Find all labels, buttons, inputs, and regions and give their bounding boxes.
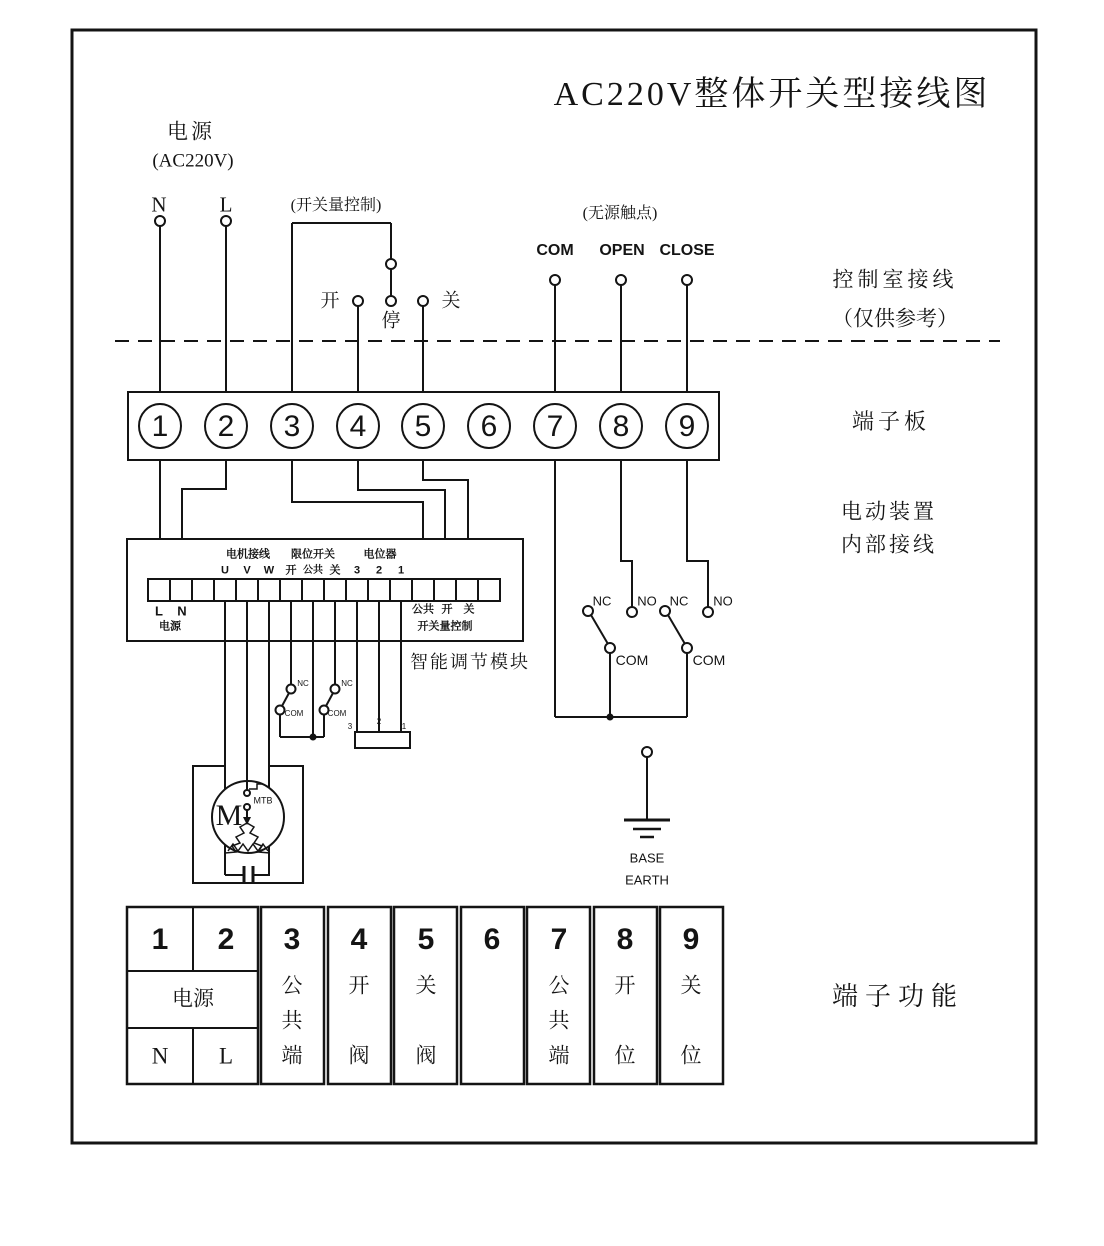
limit-sw1-nc-label: NC xyxy=(297,679,309,688)
table-header-6: 6 xyxy=(483,923,501,956)
earth-earth-label: EARTH xyxy=(625,872,669,888)
table-live-label: L xyxy=(218,1043,234,1069)
table-header-7: 7 xyxy=(550,923,568,956)
table-col7-char2: 共 xyxy=(548,1008,570,1033)
power-live-label: L xyxy=(219,192,233,217)
feedback-b-no-label: NO xyxy=(713,593,733,609)
board-to-feedback-wires xyxy=(555,460,708,721)
close-button-label: 关 xyxy=(441,290,461,312)
actuator-note-line2: 内部接线 xyxy=(841,532,937,557)
terminal-5: 5 xyxy=(414,410,432,443)
feedback-b-nc-label: NC xyxy=(669,593,689,609)
terminal-function-note: 端子功能 xyxy=(831,982,965,1011)
table-col5-char1: 关 xyxy=(415,973,437,998)
module-pot-group-label: 电位器 xyxy=(363,548,397,561)
module-ctrl-common: 公共 xyxy=(412,603,434,616)
terminal-6: 6 xyxy=(480,410,498,443)
limit-sw2-nc-label: NC xyxy=(341,679,353,688)
table-header-5: 5 xyxy=(417,923,435,956)
capacitor xyxy=(225,866,270,884)
table-col7-char3: 端 xyxy=(548,1043,570,1068)
feedback-switch-contacts xyxy=(583,606,713,653)
terminal-board-note: 端子板 xyxy=(851,409,931,434)
table-header-3: 3 xyxy=(283,923,301,956)
open-button-label: 开 xyxy=(320,290,340,312)
table-header-8: 8 xyxy=(616,923,634,956)
dry-contact-open-label: OPEN xyxy=(599,242,645,259)
motor-m-label: M xyxy=(215,799,243,832)
terminal-7: 7 xyxy=(546,410,564,443)
table-header-1: 1 xyxy=(151,923,169,956)
module-pin-common: 公共 xyxy=(303,565,323,576)
module-name-label: 智能调节模块 xyxy=(410,652,530,672)
module-ctrl-close: 关 xyxy=(463,603,475,616)
feedback-a-no-label: NO xyxy=(637,593,657,609)
motor-assembly xyxy=(193,601,303,884)
power-wires xyxy=(160,226,226,392)
module-ctrl-label: 开关量控制 xyxy=(417,620,473,633)
feedback-a-nc-label: NC xyxy=(592,593,612,609)
module-ctrl-open: 开 xyxy=(441,603,453,616)
limit-sw1-com-label: COM xyxy=(284,709,304,718)
stop-button-label: 停 xyxy=(381,310,401,332)
terminal-3: 3 xyxy=(283,410,301,443)
dry-contact-wires xyxy=(555,285,687,392)
table-col9-char1: 关 xyxy=(680,973,702,998)
module-pin-open: 开 xyxy=(285,564,297,577)
earth-symbol xyxy=(624,747,670,837)
module-power-label: 电源 xyxy=(159,620,181,633)
terminal-8: 8 xyxy=(612,410,630,443)
table-power-label: 电源 xyxy=(172,986,214,1011)
module-pin-1: 1 xyxy=(397,564,405,577)
feedback-b-com-label: COM xyxy=(692,652,726,668)
module-power-l: L xyxy=(155,603,163,619)
table-col3-char1: 公 xyxy=(281,973,303,998)
terminal-9: 9 xyxy=(678,410,696,443)
terminal-2: 2 xyxy=(217,410,235,443)
page-title: AC220V整体开关型接线图 xyxy=(553,76,991,113)
table-header-2: 2 xyxy=(217,923,235,956)
top-contact-circles xyxy=(155,216,692,306)
module-power-n: N xyxy=(177,603,187,619)
actuator-note-line1: 电动装置 xyxy=(841,499,937,524)
pot-3-label: 3 xyxy=(347,722,353,731)
table-col3-char2: 共 xyxy=(281,1008,303,1033)
control-room-note-line2: （仅供参考） xyxy=(832,306,958,331)
dry-contact-com-label: COM xyxy=(536,242,574,259)
module-pin-close: 关 xyxy=(329,564,341,577)
module-motor-group-label: 电机接线 xyxy=(226,548,270,561)
dry-contact-label: (无源触点) xyxy=(582,205,658,222)
module-pin-u: U xyxy=(221,564,229,577)
table-col3-char3: 端 xyxy=(281,1043,303,1068)
power-label: 电源 xyxy=(167,119,215,144)
module-pin-v: V xyxy=(243,564,251,577)
table-header-4: 4 xyxy=(350,923,368,956)
switch-control-label: (开关量控制) xyxy=(290,197,382,214)
table-col8-char2: 位 xyxy=(614,1043,636,1068)
dry-contact-close-label: CLOSE xyxy=(659,242,715,259)
table-col4-char2: 阀 xyxy=(348,1043,370,1068)
table-col4-char1: 开 xyxy=(348,973,370,998)
module-pin-2: 2 xyxy=(375,564,383,577)
table-header-9: 9 xyxy=(682,923,700,956)
terminal-4: 4 xyxy=(349,410,367,443)
table-col9-char2: 位 xyxy=(680,1043,702,1068)
table-neutral-label: N xyxy=(151,1043,169,1069)
control-room-note-line1: 控制室接线 xyxy=(832,267,958,292)
table-col8-char1: 开 xyxy=(614,973,636,998)
potentiometer-body xyxy=(355,732,410,748)
motor-mtb-label: MTB xyxy=(253,795,273,806)
pot-2-label: 2 xyxy=(376,717,382,726)
terminal-1: 1 xyxy=(151,410,169,443)
table-col7-char1: 公 xyxy=(548,973,570,998)
limit-sw2-com-label: COM xyxy=(327,709,347,718)
power-neutral-label: N xyxy=(151,192,167,217)
pot-1-label: 1 xyxy=(401,722,407,731)
power-voltage-label: (AC220V) xyxy=(152,150,234,172)
switch-control-wires xyxy=(292,223,423,392)
module-limit-group-label: 限位开关 xyxy=(291,548,335,561)
module-pin-3: 3 xyxy=(353,564,361,577)
module-pin-w: W xyxy=(263,564,275,577)
feedback-a-com-label: COM xyxy=(615,652,649,668)
earth-base-label: BASE xyxy=(629,850,665,866)
table-col5-char2: 阀 xyxy=(415,1043,437,1068)
